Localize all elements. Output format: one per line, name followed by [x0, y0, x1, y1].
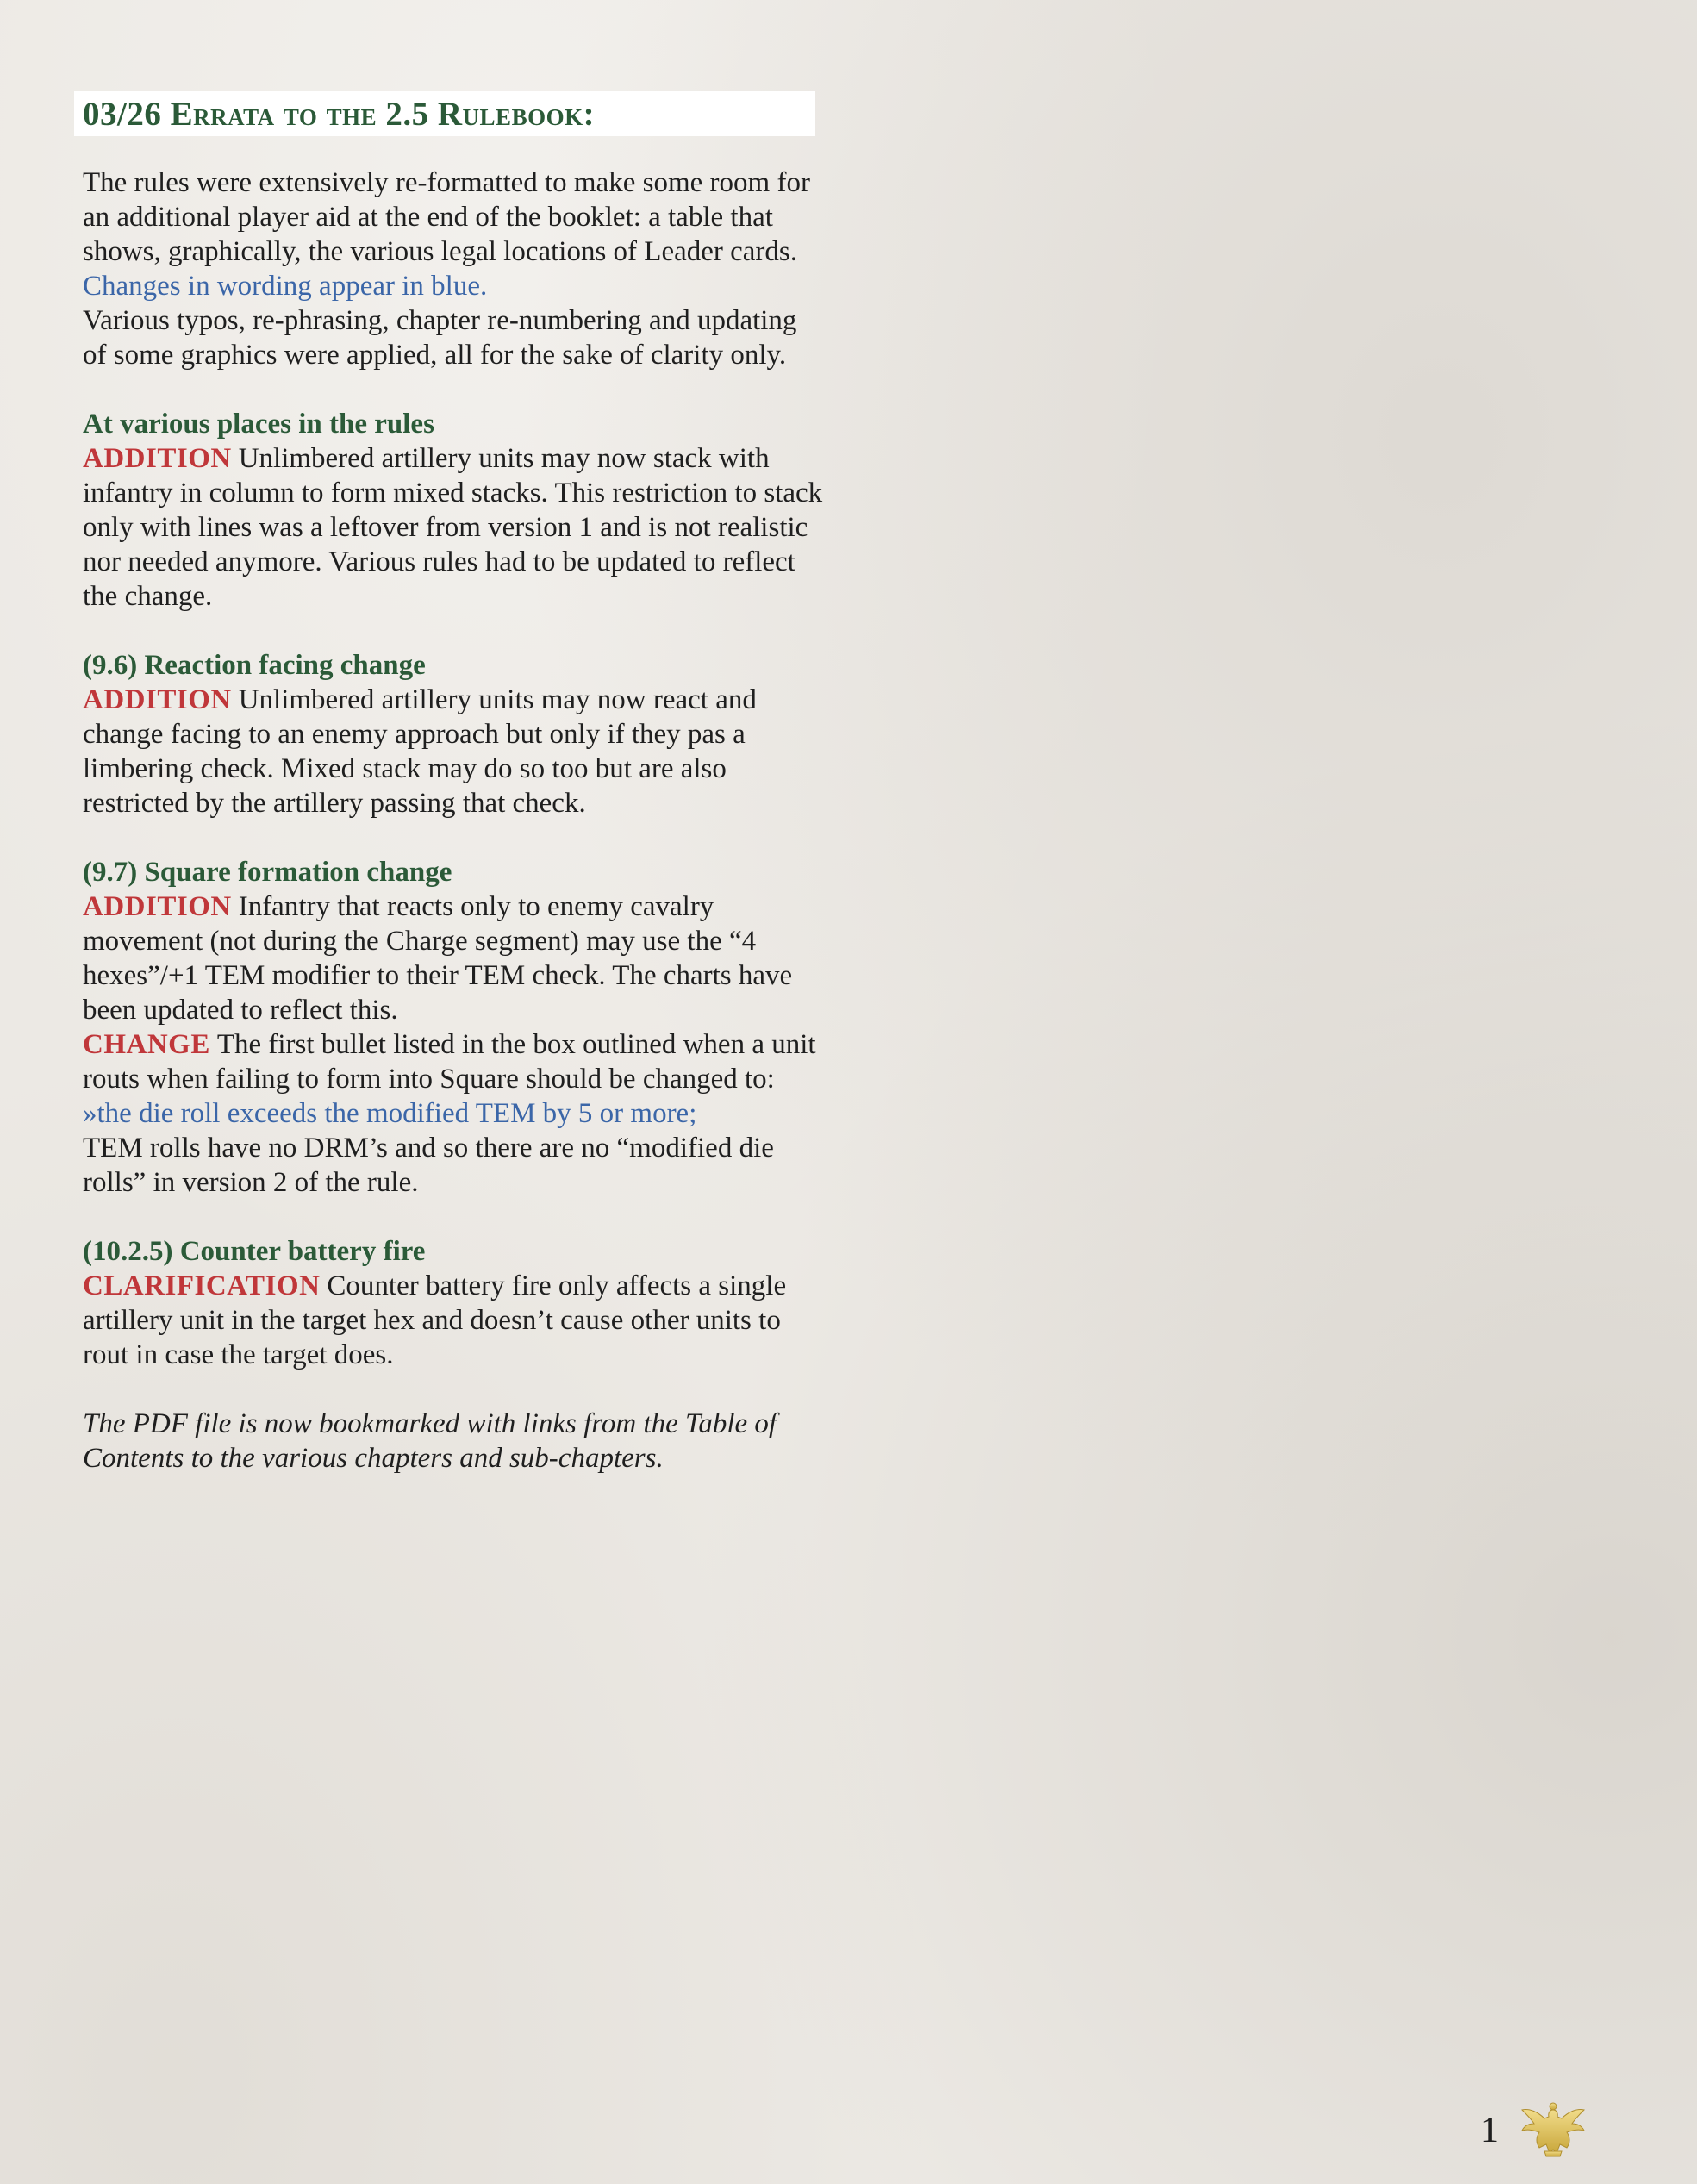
errata-text: Infantry that reacts only to enemy cavalry movement (not during the Charge segment) may use the “4 hexes”/+1 TEM modifier to their TEM check. The charts have been updated to reflect this.	[83, 891, 793, 1026]
page-number: 1	[1481, 2111, 1499, 2150]
title-banner	[74, 91, 815, 136]
blue-note: Changes in wording appear in blue.	[83, 271, 488, 302]
closing-block	[83, 1407, 824, 1476]
intro-block	[83, 165, 824, 372]
clarification-tag: CLARIFICATION	[83, 1270, 321, 1301]
page-title: 03/26 Errata to the 2.5 Rulebook:	[83, 95, 596, 133]
change-tag: CHANGE	[83, 1029, 210, 1060]
changed-wording-line: »the die roll exceeds the modified TEM by 5 or more;	[83, 1098, 697, 1129]
errata-followup-text: TEM rolls have no DRM’s and so there are no “modified die rolls” in version 2 of the rule.	[83, 1133, 774, 1198]
section-square-formation	[83, 855, 824, 1200]
gold-eagle-icon	[1519, 2100, 1588, 2160]
errata-text: The first bullet listed in the box outlined when a unit routs when failing to form into Square should be changed to:	[83, 1029, 816, 1095]
section-heading: At various places in the rules	[83, 409, 434, 440]
errata-text: Unlimbered artillery units may now stack with infantry in column to form mixed stacks. This restriction to stack only with lines was a leftover from version 1 and is not realistic nor needed anymore. Various rules had to be updated to reflect the change.	[83, 443, 823, 612]
closing-note: The PDF file is now bookmarked with links from the Table of Contents to the various chapters and sub-chapters.	[83, 1408, 777, 1474]
section-heading: (10.2.5) Counter battery fire	[83, 1236, 426, 1267]
errata-item	[83, 683, 824, 821]
addition-tag: ADDITION	[83, 684, 232, 715]
errata-item	[83, 1269, 824, 1372]
section-reaction-facing	[83, 648, 824, 821]
section-various-places	[83, 407, 824, 614]
addition-tag: ADDITION	[83, 443, 232, 474]
section-heading: (9.7) Square formation change	[83, 857, 452, 888]
errata-item	[83, 889, 824, 1027]
errata-item	[83, 441, 824, 614]
intro-paragraph-2: Various typos, re-phrasing, chapter re-numbering and updating of some graphics were applied, all for the sake of clarity only.	[83, 305, 797, 371]
section-heading: (9.6) Reaction facing change	[83, 650, 426, 681]
addition-tag: ADDITION	[83, 891, 232, 922]
intro-paragraph: The rules were extensively re-formatted to make some room for an additional player aid at the end of the booklet: a table that shows, graphically, the various legal locations of Leader cards.	[83, 167, 810, 267]
section-counter-battery	[83, 1234, 824, 1372]
errata-text: Unlimbered artillery units may now react and change facing to an enemy approach but only if they pas a limbering check. Mixed stack may do so too but are also restricted by the artillery passing that check.	[83, 684, 757, 819]
errata-item	[83, 1027, 824, 1096]
errata-text: Counter battery fire only affects a single artillery unit in the target hex and doesn’t cause other units to rout in case the target does.	[83, 1270, 787, 1370]
errata-column	[83, 91, 824, 1476]
